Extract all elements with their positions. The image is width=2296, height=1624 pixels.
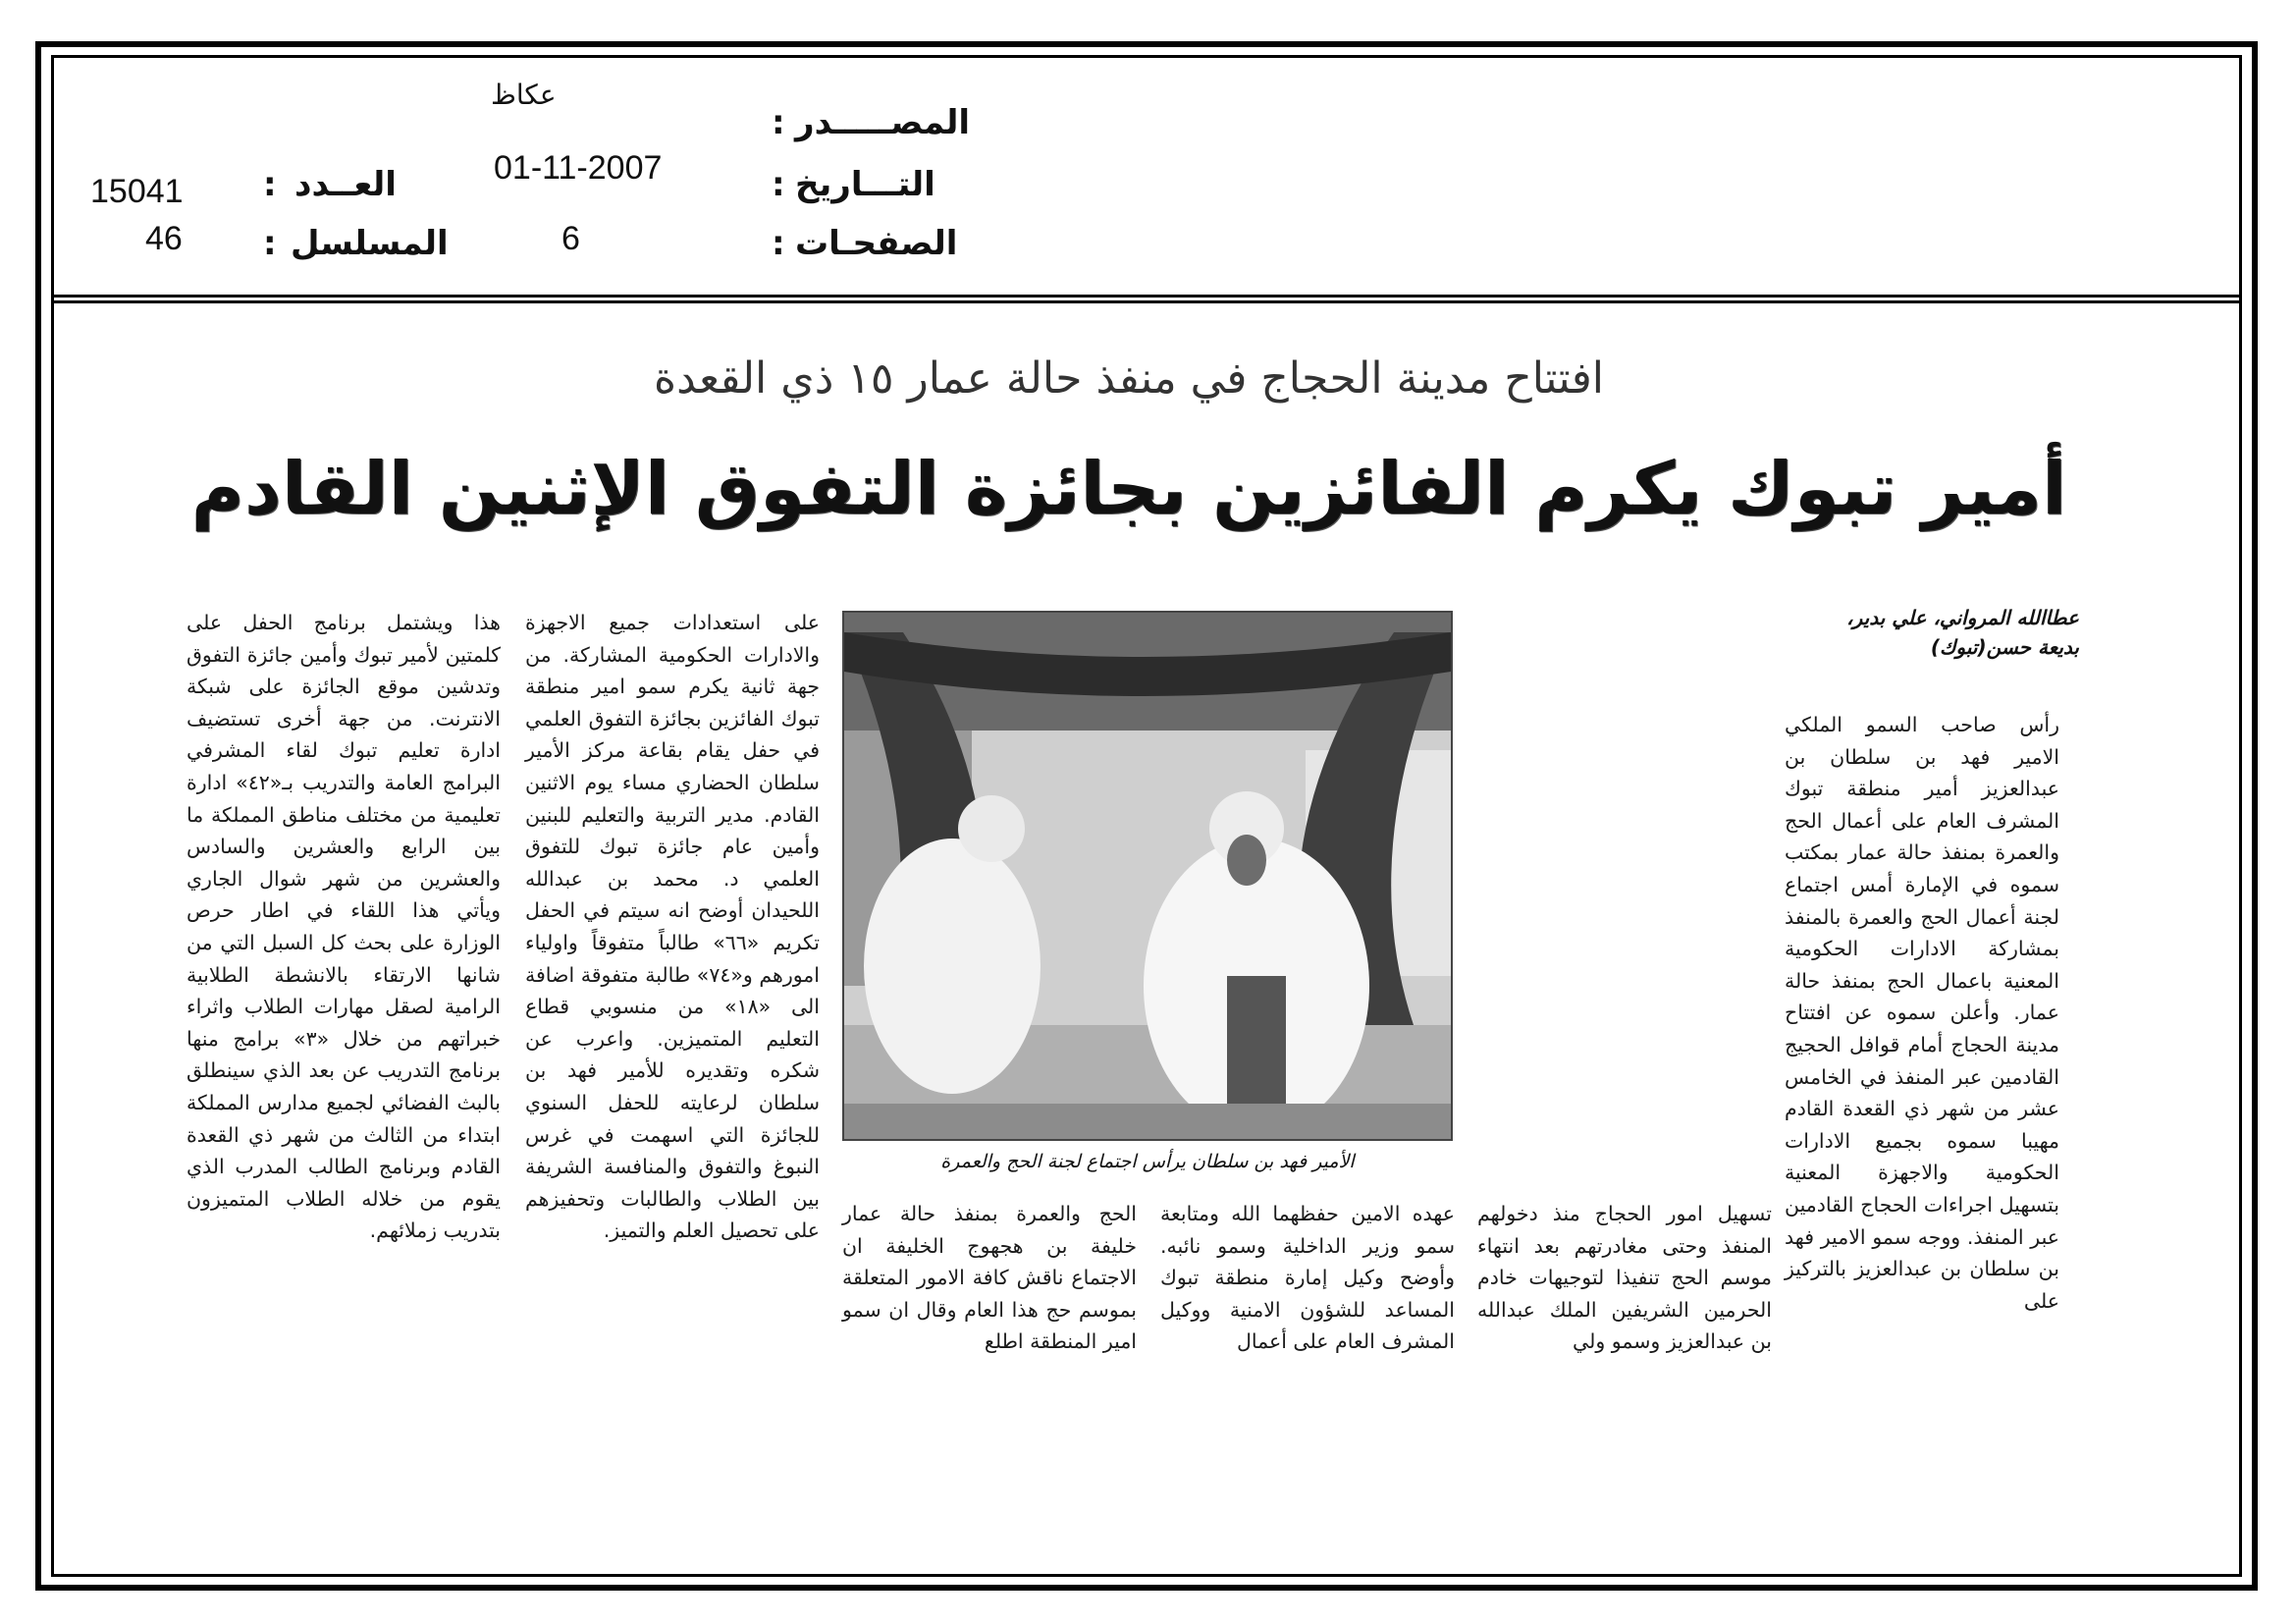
column-left-middle xyxy=(525,607,820,1247)
date-label: التـــاريخ xyxy=(795,165,935,204)
photo-scene-icon xyxy=(844,613,1451,1139)
pages-value: 6 xyxy=(561,220,580,257)
column-left-text: هذا ويشتمل برنامج الحفل على كلمتين لأمير تبوك وأمين جائزة التفوق وتدشين موقع الجائزة على شبكة الانترنت. من جهة أخرى تستضيف ادارة تعليم تبوك لقاء المشرفي البرامج العامة والتدريب بـ«٤٢» ادارة تعليمية من مختلف مناطق المملكة ما بين الرابع والعشرين والسادس والعشرين من شهر شوال الجاري ويأتي هذا اللقاء في اطار حرص الوزارة على بحث كل السبل التي من شانها الارتقاء بالانشطة الطلابية الرامية لصقل مهارات الطلاب واثراء خبراتهم من خلال «٣» برامج منها برنامج التدريب عن بعد الذي سينطلق بالبث الفضائي لجميع مدارس المملكة ابتداء من الثالث من شهر ذي القعدة القادم وبرنامج الطالب المدرب الذي يقوم من خلاله الطلاب المتميزون بتدريب زملائهم. xyxy=(187,611,501,1243)
pages-colon: : xyxy=(772,224,785,263)
date-colon: : xyxy=(772,165,785,204)
bottom-column-3 xyxy=(842,1198,1137,1358)
serial-label: المسلسل xyxy=(291,224,449,263)
byline-line-2: بديعة حسن(تبوك) xyxy=(1930,635,2079,659)
issue-value: 15041 xyxy=(90,173,184,210)
serial-value: 46 xyxy=(145,220,183,257)
serial-colon: : xyxy=(263,224,277,263)
pages-label: الصفحـات xyxy=(795,224,958,263)
source-colon: : xyxy=(772,103,785,142)
issue-label: العــدد xyxy=(294,165,397,204)
article-subtitle: افتتاح مدينة الحجاج في منفذ حالة عمار ١٥ ذي القعدة xyxy=(654,353,1604,404)
bottom-column-2-text: عهده الامين حفظهما الله ومتابعة سمو وزير الداخلية وسمو نائبه. وأوضح وكيل إمارة منطقة تبوك المساعد للشؤون الامنية ووكيل المشرف العام على أعمال xyxy=(1160,1202,1455,1354)
byline-line-1: عطاالله المرواني، علي بدير، xyxy=(1846,606,2079,629)
bottom-column-3-text: الحج والعمرة بمنفذ حالة عمار خليفة بن هجهوج الخليفة ان الاجتماع ناقش كافة الامور المتعلقة بموسم حج هذا العام وقال ان سمو امير المنطقة اطلع xyxy=(842,1202,1137,1354)
source-label: المصـــــدر xyxy=(795,103,971,142)
column-right xyxy=(1785,709,2059,1317)
source-value: عكاظ xyxy=(491,79,557,111)
bottom-column-1 xyxy=(1477,1198,1772,1358)
article-photo xyxy=(842,611,1453,1141)
column-left xyxy=(187,607,501,1247)
issue-colon: : xyxy=(263,165,277,204)
article-headline: أمير تبوك يكرم الفائزين بجائزة التفوق الإثنين القادم xyxy=(190,447,2067,531)
byline xyxy=(1785,603,2079,662)
photo-caption: الأمير فهد بن سلطان يرأس اجتماع لجنة الحج والعمرة xyxy=(940,1151,1355,1172)
column-right-text: رأس صاحب السمو الملكي الامير فهد بن سلطان بن عبدالعزيز أمير منطقة تبوك المشرف العام على أعمال الحج والعمرة بمنفذ حالة عمار بمكتب سموه في الإمارة أمس اجتماع لجنة أعمال الحج والعمرة بالمنفذ بمشاركة الادارات الحكومية المعنية باعمال الحج بمنفذ حالة عمار. وأعلن سموه عن افتتاح مدينة الحجاج أمام قوافل الحجيج القادمين عبر المنفذ في الخامس عشر من شهر ذي القعدة القادم مهيبا سموه بجميع الادارات الحكومية والاجهزة المعنية بتسهيل اجراءات الحجاج القادمين عبر المنفذ. ووجه سمو الامير فهد بن سلطان بن عبدالعزيز بالتركيز على xyxy=(1785,713,2059,1313)
article-clipping xyxy=(167,353,2091,1394)
bottom-column-1-text: تسهيل امور الحجاج منذ دخولهم المنفذ وحتى مغادرتهم بعد انتهاء موسم الحج تنفيذا لتوجيهات خادم الحرمين الشريفين الملك عبدالله بن عبدالعزيز وسمو ولي xyxy=(1477,1202,1772,1354)
header-divider xyxy=(51,295,2242,303)
date-value: 01-11-2007 xyxy=(494,149,663,187)
column-left-middle-text: على استعدادات جميع الاجهزة والادارات الحكومية المشاركة. من جهة ثانية يكرم سمو امير منطقة تبوك الفائزين بجائزة التفوق العلمي في حفل يقام بقاعة مركز الأمير سلطان الحضاري مساء يوم الاثنين القادم. مدير التربية والتعليم للبنين وأمين عام جائزة تبوك للتفوق العلمي د. محمد بن عبدالله اللحيدان أوضح انه سيتم في الحفل تكريم «٦٦» طالباً متفوقاً واولياء امورهم و«٧٤» طالبة متفوقة اضافة الى «١٨» من منسوبي قطاع التعليم المتميزين. واعرب عن شكره وتقديره للأمير فهد بن سلطان لرعايته للحفل السنوي للجائزة التي اسهمت في غرس النبوغ والتفوق والمنافسة الشريفة بين الطلاب والطالبات وتحفيزهم على تحصيل العلم والتميز. xyxy=(525,611,820,1243)
bottom-column-2 xyxy=(1160,1198,1455,1358)
